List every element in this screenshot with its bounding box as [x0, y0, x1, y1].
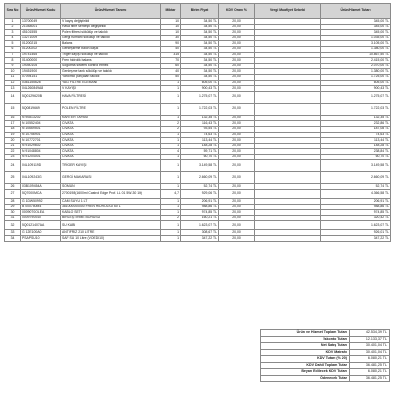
row-number-cell: 22	[5, 149, 21, 155]
row-number-cell: 12	[5, 80, 21, 86]
unit-price-cell: 160,21 TL	[181, 215, 219, 221]
item-code-cell: 5Q0129620B	[21, 91, 61, 103]
tax-exemption-cell	[255, 91, 321, 103]
totals-label: Beyan Edilecek KDV Tutarı	[261, 369, 350, 376]
line-amount-cell: 1.275,07 TL	[321, 91, 391, 103]
line-amount-cell: 3.149,58 TL	[321, 160, 391, 172]
tax-exemption-cell	[255, 236, 321, 242]
item-description-cell: CIVATA	[61, 138, 161, 144]
item-description-cell: Gergi rulmanı sökülüp ve takıldı	[61, 35, 161, 41]
row-number-cell: 25	[5, 172, 21, 184]
quantity-cell: 4	[161, 149, 181, 155]
vat-rate-cell: 20,00	[219, 35, 255, 41]
item-code-cell: 07094151	[21, 74, 61, 80]
vat-rate-cell: 20,00	[219, 184, 255, 190]
vat-rate-cell: 20,00	[219, 69, 255, 75]
item-description-cell: Balans	[61, 41, 161, 47]
line-amount-cell: 2.415,00 TL	[321, 58, 391, 64]
item-description-cell: Polen filtresi sökülüp ve takıldı	[61, 30, 161, 36]
quantity-cell: 1	[161, 204, 181, 210]
line-amount-cell: 1.725,00 TL	[321, 74, 391, 80]
item-description-cell: CIVATA	[61, 132, 161, 138]
quantity-cell: 2	[161, 126, 181, 132]
quantity-cell: 60	[161, 63, 181, 69]
vat-rate-cell: 20,00	[219, 126, 255, 132]
tax-exemption-cell	[255, 103, 321, 115]
item-code-cell: 03B109454A	[21, 184, 61, 190]
unit-price-cell: 974,85 TL	[181, 210, 219, 216]
table-row	[5, 221, 391, 230]
quantity-cell: 1	[161, 80, 181, 86]
unit-price-cell: 929,06 TL	[181, 190, 219, 199]
tax-exemption-cell	[255, 190, 321, 199]
header-item-description: Ürün/Hizmet Tanımı	[61, 4, 161, 19]
item-code-cell: 01200202	[21, 46, 61, 52]
item-description-cell: CAM SUYU 1 LT	[61, 199, 161, 205]
line-amount-cell: 1.623,07 TL	[321, 221, 391, 230]
row-number-cell: 16	[5, 115, 21, 121]
quantity-cell: 2	[161, 121, 181, 127]
row-number-cell: 23	[5, 154, 21, 160]
item-description-cell: HAVA FİLTRESİ	[61, 91, 161, 103]
unit-price-cell: 34,50 TL	[181, 58, 219, 64]
vat-rate-cell: 20,00	[219, 172, 255, 184]
unit-price-cell: 34,50 TL	[181, 35, 219, 41]
item-description-cell: V kayış değiştirildi	[61, 19, 161, 25]
vat-rate-cell: 20,00	[219, 132, 255, 138]
table-row	[5, 103, 391, 115]
unit-price-cell: 1.722,03 TL	[181, 103, 219, 115]
unit-price-cell: 206,91 TL	[181, 199, 219, 205]
vat-rate-cell: 20,00	[219, 160, 255, 172]
quantity-cell: 90	[161, 41, 181, 47]
item-description-cell: Yardımcı parçaları takıldı	[61, 74, 161, 80]
table-row	[5, 190, 391, 199]
quantity-cell: 1	[161, 236, 181, 242]
unit-price-cell: 113,44 TL	[181, 138, 219, 144]
header-vat-rate: KDV Oranı %	[219, 4, 255, 19]
vat-rate-cell: 20,00	[219, 149, 255, 155]
quantity-cell: 315	[161, 52, 181, 58]
vat-rate-cell: 20,00	[219, 199, 255, 205]
totals-label: İskonto Tutarı	[261, 336, 350, 343]
vat-rate-cell: 20,00	[219, 63, 255, 69]
header-item-code: Ürün/Hizmet Kodu	[21, 4, 61, 19]
item-description-cell: KARTER TAPASI	[61, 115, 161, 121]
item-description-cell: BİRLEŞTİRME BORUSU	[61, 215, 161, 221]
vat-rate-cell: 20,00	[219, 115, 255, 121]
unit-price-cell: 2.660,09 TL	[181, 172, 219, 184]
line-amount-cell: 148,28 TL	[321, 143, 391, 149]
item-description-cell: KABLO SETİ	[61, 210, 161, 216]
item-code-cell: 04L260849A8	[21, 86, 61, 92]
row-number-cell: 19	[5, 132, 21, 138]
quantity-cell: 40	[161, 46, 181, 52]
item-description-cell: SU KABI	[61, 221, 161, 230]
row-number-cell: 15	[5, 103, 21, 115]
unit-price-cell: 34,50 TL	[181, 30, 219, 36]
tax-exemption-cell	[255, 172, 321, 184]
unit-price-cell: 116,43 TL	[181, 121, 219, 127]
item-description-cell: Fren hidrolik balans	[61, 58, 161, 64]
vat-rate-cell: 20,00	[219, 19, 255, 25]
row-number-cell: 1	[5, 19, 21, 25]
line-amount-cell: 900,43 TL	[321, 86, 391, 92]
item-description-cell: V KAYIŞI	[61, 86, 161, 92]
item-description-cell: Genleşme tank sökülüp ve takıldı	[61, 69, 161, 75]
row-number-cell: 32	[5, 221, 21, 230]
line-amount-cell: 347,22 TL	[321, 236, 391, 242]
item-code-cell: 04L109243G	[21, 172, 61, 184]
totals-value: 6.080,21 TL	[350, 356, 390, 363]
item-code-cell: 21048001	[21, 24, 61, 30]
quantity-cell: 10	[161, 19, 181, 25]
line-amount-cell: 187,08 TL	[321, 126, 391, 132]
line-amount-cell: 232,86 TL	[321, 121, 391, 127]
vat-rate-cell: 20,00	[219, 121, 255, 127]
row-number-cell: 4	[5, 35, 21, 41]
row-number-cell: 18	[5, 126, 21, 132]
unit-price-cell: 60,70 TL	[181, 154, 219, 160]
vat-rate-cell: 20,00	[219, 215, 255, 221]
item-code-cell: 01200215	[21, 41, 61, 47]
unit-price-cell: 3.149,58 TL	[181, 160, 219, 172]
totals-label: KDV Dahil Toplam Tutar	[261, 362, 350, 369]
totals-value: 30.401,04 TL	[350, 349, 390, 356]
table-row	[5, 236, 391, 242]
totals-label: Ürün ve Hizmet Toplam Tutarı	[261, 330, 350, 337]
item-code-cell: 19451900	[21, 69, 61, 75]
quantity-cell: 50	[161, 74, 181, 80]
quantity-cell: 1	[161, 132, 181, 138]
item-description-cell: 2700198(1600ml Castrol Edge Prof. LL 01 5W-30 1lt)	[61, 190, 161, 199]
row-number-cell: 27	[5, 190, 21, 199]
quantity-cell: 10	[161, 24, 181, 30]
quantity-cell: 4,7	[161, 190, 181, 199]
item-description-cell: SAF SU 10 Litre (VOEDI10)	[61, 236, 161, 242]
table-header-row	[5, 4, 391, 19]
header-row-number: Sıra No	[5, 4, 21, 19]
row-number-cell: 6	[5, 46, 21, 52]
line-amount-cell: 4.366,58 TL	[321, 190, 391, 199]
vat-rate-cell: 20,00	[219, 91, 255, 103]
totals-label: KDV Tutarı (% 20)	[261, 356, 350, 363]
unit-price-cell: 34,50 TL	[181, 69, 219, 75]
item-description-cell: SOMUN	[61, 184, 161, 190]
item-code-cell: G 12E100A0	[21, 230, 61, 236]
header-quantity: Miktar	[161, 4, 181, 19]
item-description-cell: Hava filtre sertleşti değiştirildi	[61, 24, 161, 30]
unit-price-cell: 347,22 TL	[181, 236, 219, 242]
totals-value: 6.080,21 TL	[350, 369, 390, 376]
item-description-cell: CIVATA	[61, 154, 161, 160]
item-code-cell: 19741465	[21, 52, 61, 58]
item-description-cell: POLEN FİLTRE	[61, 103, 161, 115]
item-code-cell: N 91048804	[21, 149, 61, 155]
row-number-cell: 9	[5, 63, 21, 69]
vat-rate-cell: 20,00	[219, 138, 255, 144]
item-code-cell: 5Q7000MCA	[21, 190, 61, 199]
totals-label: Net Satış Tutarı	[261, 343, 350, 350]
quantity-cell: 1	[161, 230, 181, 236]
quantity-cell: 1	[161, 221, 181, 230]
quantity-cell: 1	[161, 154, 181, 160]
line-amount-cell: 238,84 TL	[321, 149, 391, 155]
row-number-cell: 2	[5, 24, 21, 30]
item-description-cell: Soğutma sistemi kontrol etmek	[61, 63, 161, 69]
row-number-cell: 34	[5, 236, 21, 242]
item-code-cell: 13271009	[21, 35, 61, 41]
totals-label: KDV Matrahı	[261, 349, 350, 356]
vat-rate-cell: 20,00	[219, 30, 255, 36]
row-number-cell: 24	[5, 160, 21, 172]
vat-rate-cell: 20,00	[219, 204, 255, 210]
item-description-cell: CIVATA	[61, 143, 161, 149]
quantity-cell: 1	[161, 86, 181, 92]
totals-value: 36.481,25 TL	[350, 362, 390, 369]
line-amount-cell: 345,00 TL	[321, 19, 391, 25]
item-code-cell: N 10669501	[21, 126, 61, 132]
line-amount-cell: 3.105,00 TL	[321, 41, 391, 47]
item-code-cell: N 10772701	[21, 138, 61, 144]
table-row	[5, 172, 391, 184]
quantity-cell: 10	[161, 30, 181, 36]
line-amount-cell: 1.380,00 TL	[321, 46, 391, 52]
unit-price-cell: 308,67 TL	[181, 230, 219, 236]
totals-value: 30.401,04 TL	[350, 343, 390, 350]
row-number-cell: 5	[5, 41, 21, 47]
quantity-cell: 1	[161, 103, 181, 115]
totals-value: 36.481,25 TL	[350, 375, 390, 382]
vat-rate-cell: 20,00	[219, 74, 255, 80]
line-amount-cell: 132,35 TL	[321, 115, 391, 121]
line-amount-cell: 974,85 TL	[321, 210, 391, 216]
item-description-cell: CIVATA	[61, 121, 161, 127]
quantity-cell: 1	[161, 91, 181, 103]
row-number-cell: 30	[5, 210, 21, 216]
item-code-cell: 01400000	[21, 58, 61, 64]
item-code-cell: 45101555	[21, 30, 61, 36]
quantity-cell: 2	[161, 215, 181, 221]
vat-rate-cell: 20,00	[219, 86, 255, 92]
unit-price-cell: 34,50 TL	[181, 46, 219, 52]
unit-price-cell: 1.275,07 TL	[181, 91, 219, 103]
item-code-cell: G 1DW50992	[21, 199, 61, 205]
vat-rate-cell: 20,00	[219, 46, 255, 52]
line-amount-cell: 74,63 TL	[321, 132, 391, 138]
invoice-page	[4, 3, 394, 380]
item-code-cell: 0361155628	[21, 80, 61, 86]
header-tax-exemption: Vergi Muafiyet Sebebi	[255, 4, 321, 19]
unit-price-cell: 34,50 TL	[181, 74, 219, 80]
quantity-cell: 1	[161, 115, 181, 121]
invoice-totals-table	[260, 329, 390, 382]
item-description-cell: TRİGER KAYIŞI	[61, 160, 161, 172]
unit-price-cell: 34,50 TL	[181, 24, 219, 30]
vat-rate-cell: 20,00	[219, 52, 255, 58]
vat-rate-cell: 20,00	[219, 154, 255, 160]
item-code-cell: 0009070OLEA	[21, 210, 61, 216]
row-number-cell: 26	[5, 184, 21, 190]
line-amount-cell: 988,86 TL	[321, 204, 391, 210]
line-amount-cell: 60,70 TL	[321, 154, 391, 160]
line-amount-cell: 52,74 TL	[321, 184, 391, 190]
unit-price-cell: 148,28 TL	[181, 143, 219, 149]
line-amount-cell: 1.035,00 TL	[321, 35, 391, 41]
unit-price-cell: 74,63 TL	[181, 132, 219, 138]
row-number-cell: 33	[5, 230, 21, 236]
vat-rate-cell: 20,00	[219, 221, 255, 230]
item-code-cell: PSAPSU10	[21, 236, 61, 242]
unit-price-cell: 34,50 TL	[181, 63, 219, 69]
row-number-cell: 31	[5, 215, 21, 221]
item-code-cell: 04L109119D	[21, 160, 61, 172]
line-amount-cell: 206,91 TL	[321, 199, 391, 205]
quantity-cell: 40	[161, 69, 181, 75]
vat-rate-cell: 20,00	[219, 190, 255, 199]
item-code-cell: 19050105	[21, 63, 61, 69]
unit-price-cell: 34,50 TL	[181, 19, 219, 25]
item-code-cell: N 91204001	[21, 154, 61, 160]
item-description-cell: CIVATA	[61, 149, 161, 155]
unit-price-cell: 900,43 TL	[181, 86, 219, 92]
item-code-cell: N 91029602	[21, 143, 61, 149]
vat-rate-cell: 20,00	[219, 58, 255, 64]
row-number-cell: 29	[5, 204, 21, 210]
unit-price-cell: 93,54 TL	[181, 126, 219, 132]
line-amount-cell: 605,00 TL	[321, 80, 391, 86]
header-unit-price: Birim Fiyat	[181, 4, 219, 19]
item-description-cell: 381000000000 FREN HIDROLİĞİ 60 L	[61, 204, 161, 210]
quantity-cell: 70	[161, 58, 181, 64]
vat-rate-cell: 20,00	[219, 103, 255, 115]
unit-price-cell: 34,50 TL	[181, 41, 219, 47]
item-code-cell: B 000750M4	[21, 204, 61, 210]
line-amount-cell: 1.722,03 TL	[321, 103, 391, 115]
row-number-cell: 3	[5, 30, 21, 36]
quantity-cell: 1	[161, 172, 181, 184]
item-description-cell: Genleştirme balon kaşık	[61, 46, 161, 52]
unit-price-cell: 988,86 TL	[181, 204, 219, 210]
table-row	[5, 160, 391, 172]
unit-price-cell: 34,50 TL	[181, 52, 219, 58]
quantity-cell: 1	[161, 184, 181, 190]
tax-exemption-cell	[255, 221, 321, 230]
totals-row	[261, 375, 390, 382]
line-amount-cell: 2.070,00 TL	[321, 63, 391, 69]
item-description-cell: GERGİ MAKARASI	[61, 172, 161, 184]
item-description-cell: Triger kayışı sökülüp ve takıldı	[61, 52, 161, 58]
tax-exemption-cell	[255, 160, 321, 172]
item-description-cell: ANTİFRİZ 210 LİTRE	[61, 230, 161, 236]
quantity-cell: 1	[161, 210, 181, 216]
item-code-cell: N 10552404	[21, 121, 61, 127]
item-code-cell: 13700049	[21, 19, 61, 25]
row-number-cell: 28	[5, 199, 21, 205]
vat-rate-cell: 20,00	[219, 143, 255, 149]
quantity-cell: 30	[161, 35, 181, 41]
line-amount-cell: 10.867,50 TL	[321, 52, 391, 58]
row-number-cell: 10	[5, 69, 21, 75]
row-number-cell: 11	[5, 74, 21, 80]
quantity-cell: 1	[161, 199, 181, 205]
vat-rate-cell: 20,00	[219, 24, 255, 30]
unit-price-cell: 59,71 TL	[181, 149, 219, 155]
vat-rate-cell: 20,00	[219, 41, 255, 47]
line-amount-cell: 345,00 TL	[321, 30, 391, 36]
totals-value: 42.534,39 TL	[350, 330, 390, 337]
item-description-cell: CIVATA	[61, 126, 161, 132]
quantity-cell: 1	[161, 138, 181, 144]
quantity-cell: 1	[161, 160, 181, 172]
item-code-cell: 0009790040	[21, 215, 61, 221]
item-description-cell: YAĞ FİLTRE ELEMANI	[61, 80, 161, 86]
unit-price-cell: 132,35 TL	[181, 115, 219, 121]
row-number-cell: 7	[5, 52, 21, 58]
item-code-cell: 5Q0819669	[21, 103, 61, 115]
row-number-cell: 8	[5, 58, 21, 64]
line-amount-cell: 926,01 TL	[321, 230, 391, 236]
row-number-cell: 17	[5, 121, 21, 127]
vat-rate-cell: 20,00	[219, 210, 255, 216]
item-code-cell: 5Q0121407AA	[21, 221, 61, 230]
row-number-cell: 14	[5, 91, 21, 103]
totals-value: 12.133,37 TL	[350, 336, 390, 343]
vat-rate-cell: 20,00	[219, 236, 255, 242]
line-amount-cell: 1.380,00 TL	[321, 69, 391, 75]
unit-price-cell: 605,00 TL	[181, 80, 219, 86]
item-code-cell: N 10756901	[21, 132, 61, 138]
unit-price-cell: 1.623,07 TL	[181, 221, 219, 230]
line-amount-cell: 320,42 TL	[321, 215, 391, 221]
header-line-amount: Ürün/Hizmet Tutarı	[321, 4, 391, 19]
row-number-cell: 21	[5, 143, 21, 149]
quantity-cell: 1	[161, 143, 181, 149]
line-amount-cell: 345,00 TL	[321, 24, 391, 30]
line-amount-cell: 2.660,09 TL	[321, 172, 391, 184]
line-amount-cell: 113,44 TL	[321, 138, 391, 144]
row-number-cell: 20	[5, 138, 21, 144]
unit-price-cell: 52,74 TL	[181, 184, 219, 190]
vat-rate-cell: 20,00	[219, 230, 255, 236]
vat-rate-cell: 20,00	[219, 80, 255, 86]
invoice-line-items-table	[4, 3, 391, 242]
row-number-cell: 13	[5, 86, 21, 92]
totals-label: Ödenecek Tutar	[261, 375, 350, 382]
table-row	[5, 91, 391, 103]
item-code-cell: N 90813202	[21, 115, 61, 121]
